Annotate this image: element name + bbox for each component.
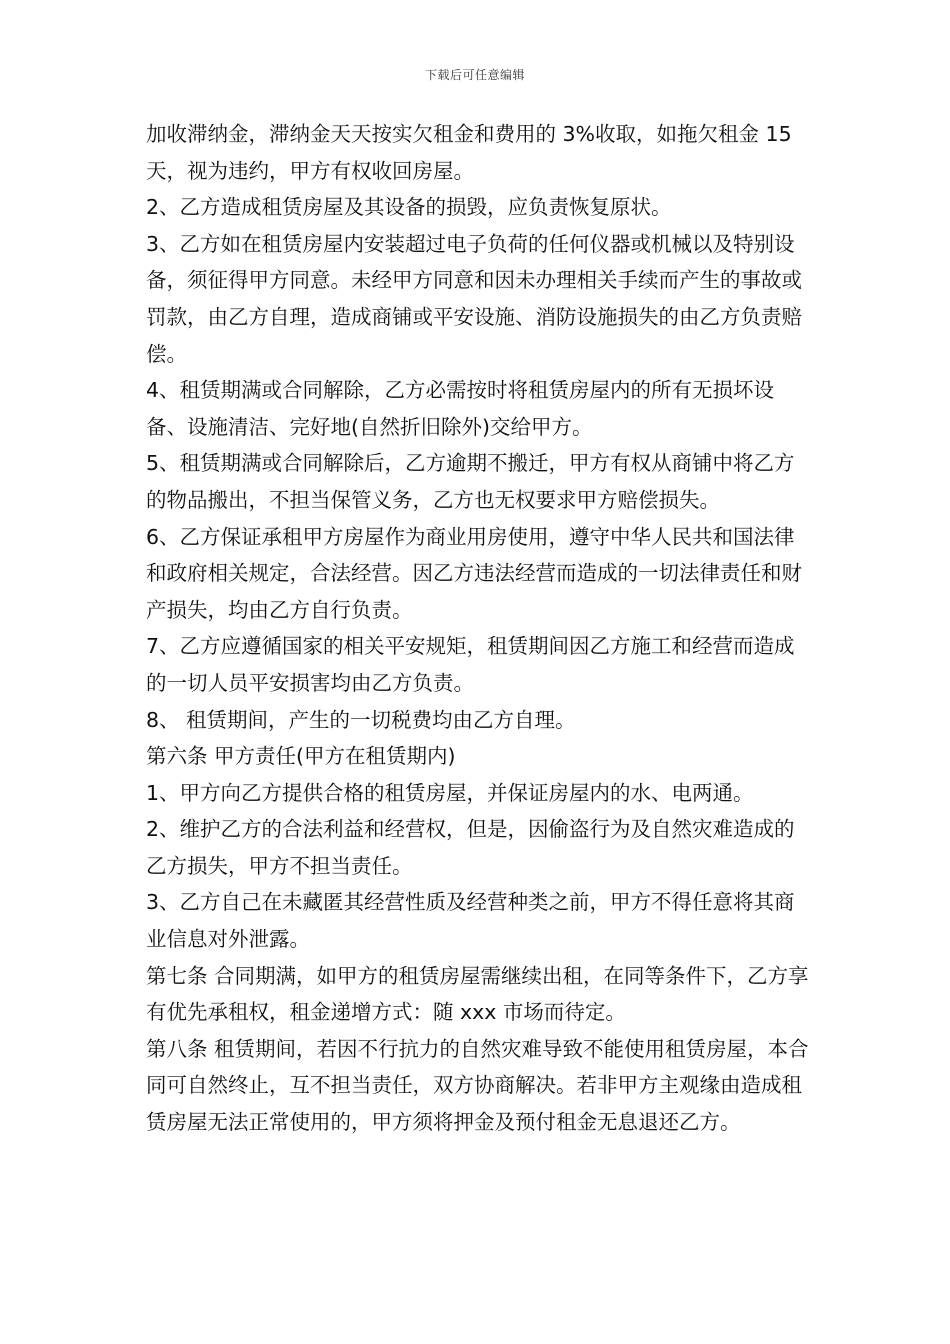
paragraph-late-fee: 加收滞纳金，滞纳金天天按实欠租金和费用的 3%收取，如拖欠租金 15 天，视为违约，甲方有权收回房屋。 [146, 122, 799, 183]
paragraph-item-3-equipment: 3、乙方如在租赁房屋内安装超过电子负荷的任何仪器或机械以及特别设备，须征得甲方同意。未经甲方同意和因未办理相关手续而产生的事故或罚款，由乙方自理，造成商铺或平安设施、消防设施损失的由乙方负责赔偿。 [146, 231, 802, 366]
paragraph-lessor-3: 3、乙方自己在未藏匿其经营性质及经营种类之前，甲方不得任意将其商业信息对外泄露。 [146, 890, 795, 952]
section-heading-article-6: 第六条 甲方责任(甲方在租赁期内) [146, 744, 456, 769]
page-header: 下载后可任意编辑 [424, 68, 525, 82]
paragraph-lessor-1: 1、甲方向乙方提供合格的租赁房屋，并保证房屋内的水、电两通。 [146, 780, 754, 805]
paragraph-item-2-damage: 2、乙方造成租赁房屋及其设备的损毁，应负责恢复原状。 [146, 195, 672, 220]
paragraph-item-4-return: 4、租赁期满或合同解除，乙方必需按时将租赁房屋内的所有无损坏设备、设施清洁、完好地(自然折旧除外)交给甲方。 [146, 378, 775, 439]
document-body [146, 116, 810, 1141]
paragraph-article-7: 第七条 合同期满，如甲方的租赁房屋需继续出租，在同等条件下，乙方享有优先承租权，租金递增方式：随 xxx 市场而待定。 [146, 963, 809, 1025]
paragraph-item-6-legal-use: 6、乙方保证承租甲方房屋作为商业用房使用，遵守中华人民共和国法律和政府相关规定，合法经营。因乙方违法经营而造成的一切法律责任和财产损失，均由乙方自行负责。 [146, 524, 802, 622]
paragraph-article-8: 第八条 租赁期间，若因不行抗力的自然灾难导致不能使用租赁房屋，本合同可自然终止，互不担当责任，双方协商解决。若非甲方主观缘由造成租赁房屋无法正常使用的，甲方须将押金及预付租金无息退还乙方。 [146, 1036, 809, 1135]
paragraph-item-8-taxes: 8、 租赁期间，产生的一切税费均由乙方自理。 [146, 707, 576, 732]
paragraph-item-5-overdue: 5、租赁期满或合同解除后，乙方逾期不搬迁，甲方有权从商铺中将乙方的物品搬出，不担当保管义务，乙方也无权要求甲方赔偿损失。 [146, 451, 795, 512]
paragraph-item-7-safety: 7、乙方应遵循国家的相关平安规矩，租赁期间因乙方施工和经营而造成的一切人员平安损害均由乙方负责。 [146, 634, 795, 695]
paragraph-lessor-2: 2、维护乙方的合法利益和经营权，但是，因偷盗行为及自然灾难造成的乙方损失，甲方不担当责任。 [146, 817, 795, 878]
